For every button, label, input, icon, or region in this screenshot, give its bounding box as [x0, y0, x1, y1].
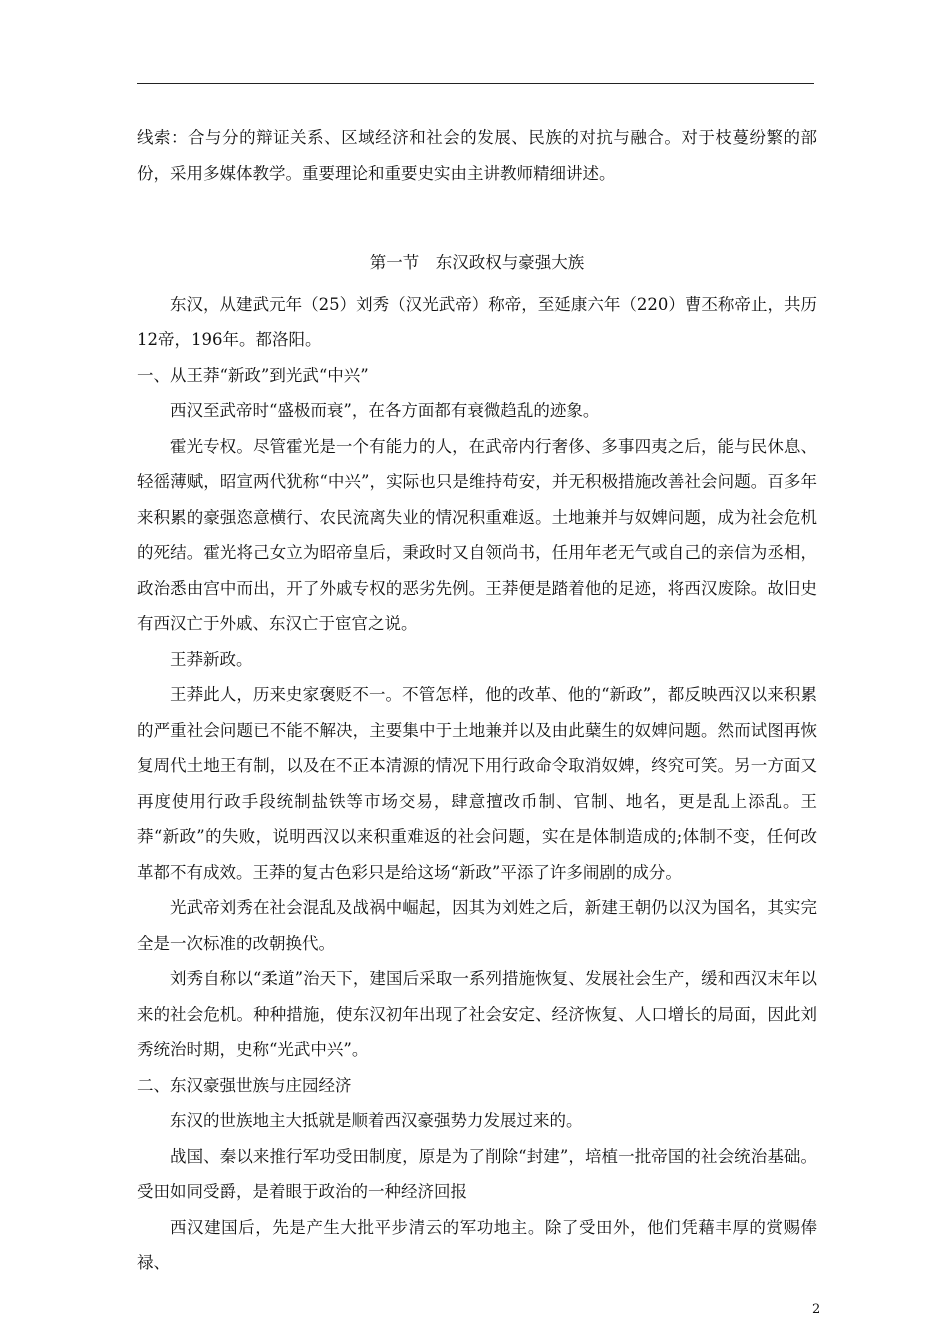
intro-paragraph: 线索：合与分的辩证关系、区域经济和社会的发展、民族的对抗与融合。对于枝蔓纷繁的部份，采用多媒体教学。重要理论和重要史实由主讲教师精细讲述。 — [137, 128, 817, 183]
paragraph-3: 王莽新政。 — [170, 649, 253, 669]
paragraph-2: 霍光专权。尽管霍光是一个有能力的人，在武帝内行奢侈、多事四夷之后，能与民休息、轻徭薄赋，昭宣两代犹称“中兴”，实际也只是维持苟安，并无积极措施改善社会问题。百多年来积累的豪强恣意横行、农民流离失业的情况积重难返。土地兼并与奴婢问题，成为社会危机的死结。霍光将己女立为昭帝皇后，秉政时又自领尚书，任用年老无气或自己的亲信为丞相，政治悉由宫中而出，开了外戚专权的恶劣先例。王莽便是踏着他的足迹，将西汉废除。故旧史有西汉亡于外戚、东汉亡于宦官之说。 — [137, 436, 817, 633]
paragraph-8: 战国、秦以来推行军功受田制度，原是为了削除“封建”，培植一批帝国的社会统治基础。受田如同受爵，是着眼于政治的一种经济回报 — [137, 1146, 817, 1201]
paragraph-7: 东汉的世族地主大抵就是顺着西汉豪强势力发展过来的。 — [170, 1111, 583, 1130]
heading-one: 一、从王莽“新政”到光武“中兴” — [137, 365, 369, 385]
page-number: 2 — [812, 1302, 821, 1317]
section-title: 第一节 东汉政权与豪强大族 — [369, 253, 585, 272]
paragraph-1: 西汉至武帝时“盛极而衰”，在各方面都有衰微趋乱的迹象。 — [170, 401, 600, 420]
heading-two: 二、东汉豪强世族与庄园经济 — [137, 1075, 352, 1095]
paragraph-9: 西汉建国后，先是产生大批平步清云的军功地主。除了受田外，他们凭藉丰厚的赏赐俸禄、 — [137, 1217, 817, 1272]
paragraph-4: 王莽此人，历来史家褒贬不一。不管怎样，他的改革、他的“新政”，都反映西汉以来积累的严重社会问题已不能不解决，主要集中于土地兼并以及由此蘖生的奴婢问题。然而试图再恢复周代土地王有制，以及在不正本清源的情况下用行政命令取消奴婢，终究可笑。另一方面又再度使用行政手段统制盐铁等市场交易，肆意擅改币制、官制、地名，更是乱上添乱。王莽“新政”的失败，说明西汉以来积重难返的社会问题，实在是体制造成的;体制不变，任何改革都不有成效。王莽的复古色彩只是给这场“新政”平添了许多闹剧的成分。 — [137, 685, 817, 882]
overview-paragraph: 东汉，从建武元年（25）刘秀（汉光武帝）称帝，至延康六年（220）曹丕称帝止，共历12帝，196年。都洛阳。 — [137, 294, 817, 349]
paragraph-6: 刘秀自称以“柔道”治天下，建国后采取一系列措施恢复、发展社会生产，缓和西汉末年以来的社会危机。种种措施，使东汉初年出现了社会安定、经济恢复、人口增长的局面，因此刘秀统治时期，史称“光武中兴”。 — [137, 969, 817, 1059]
document-body — [137, 120, 817, 1281]
paragraph-5: 光武帝刘秀在社会混乱及战祸中崛起，因其为刘姓之后，新建王朝仍以汉为国名，其实完全是一次标准的改朝换代。 — [137, 898, 817, 953]
header-rule — [137, 83, 814, 84]
